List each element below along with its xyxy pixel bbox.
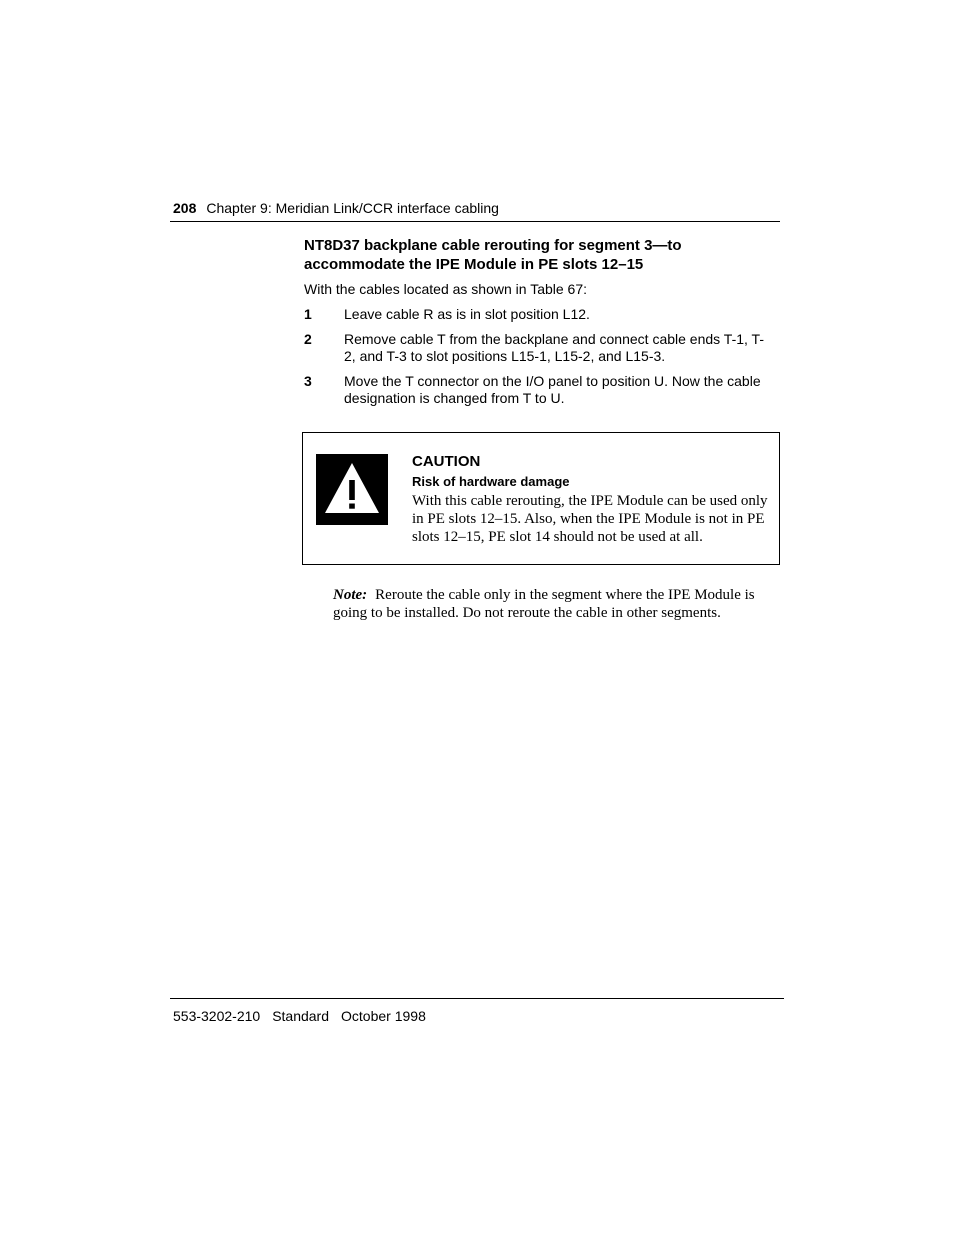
intro-text: With the cables located as shown in Table 67: bbox=[304, 281, 588, 297]
note bbox=[333, 586, 781, 622]
procedure-steps bbox=[304, 306, 774, 415]
caution-content bbox=[412, 453, 776, 546]
footer-divider bbox=[170, 998, 784, 999]
document-status: Standard bbox=[272, 1008, 330, 1024]
header-divider bbox=[170, 221, 780, 222]
caution-title: CAUTION bbox=[412, 453, 481, 470]
warning-exclamation-icon bbox=[316, 454, 388, 525]
caution-box bbox=[302, 432, 780, 565]
step-2 bbox=[304, 331, 774, 365]
caution-subtitle: Risk of hardware damage bbox=[412, 474, 570, 489]
document-number: 553-3202-210 bbox=[173, 1008, 261, 1024]
step-number: 1 bbox=[304, 306, 312, 322]
step-3 bbox=[304, 373, 774, 407]
section-title: NT8D37 backplane cable rerouting for segment 3—to accommodate the IPE Module in PE slots 12–15 bbox=[304, 237, 682, 273]
step-number: 3 bbox=[304, 373, 312, 389]
note-label: Note: bbox=[333, 587, 368, 603]
step-text: Remove cable T from the backplane and connect cable ends T-1, T-2, and T-3 to slot positions L15-1, L15-2, and L15-3. bbox=[344, 331, 764, 364]
page-header bbox=[173, 200, 499, 217]
page-number: 208 bbox=[173, 200, 197, 216]
document-date: October 1998 bbox=[341, 1008, 426, 1024]
note-text: Reroute the cable only in the segment where the IPE Module is going to be installed. Do not reroute the cable in other segments. bbox=[333, 587, 755, 621]
step-text: Move the T connector on the I/O panel to position U. Now the cable designation is changed from T to U. bbox=[344, 373, 761, 406]
page-footer bbox=[173, 1008, 426, 1025]
caution-body: With this cable rerouting, the IPE Module can be used only in PE slots 12–15. Also, when the IPE Module is not in PE slots 12–15, PE slot 14 should not be used at all. bbox=[412, 493, 768, 545]
step-1 bbox=[304, 306, 774, 323]
step-number: 2 bbox=[304, 331, 312, 347]
chapter-title: Chapter 9: Meridian Link/CCR interface cabling bbox=[206, 200, 499, 216]
step-text: Leave cable R as is in slot position L12. bbox=[344, 306, 590, 322]
